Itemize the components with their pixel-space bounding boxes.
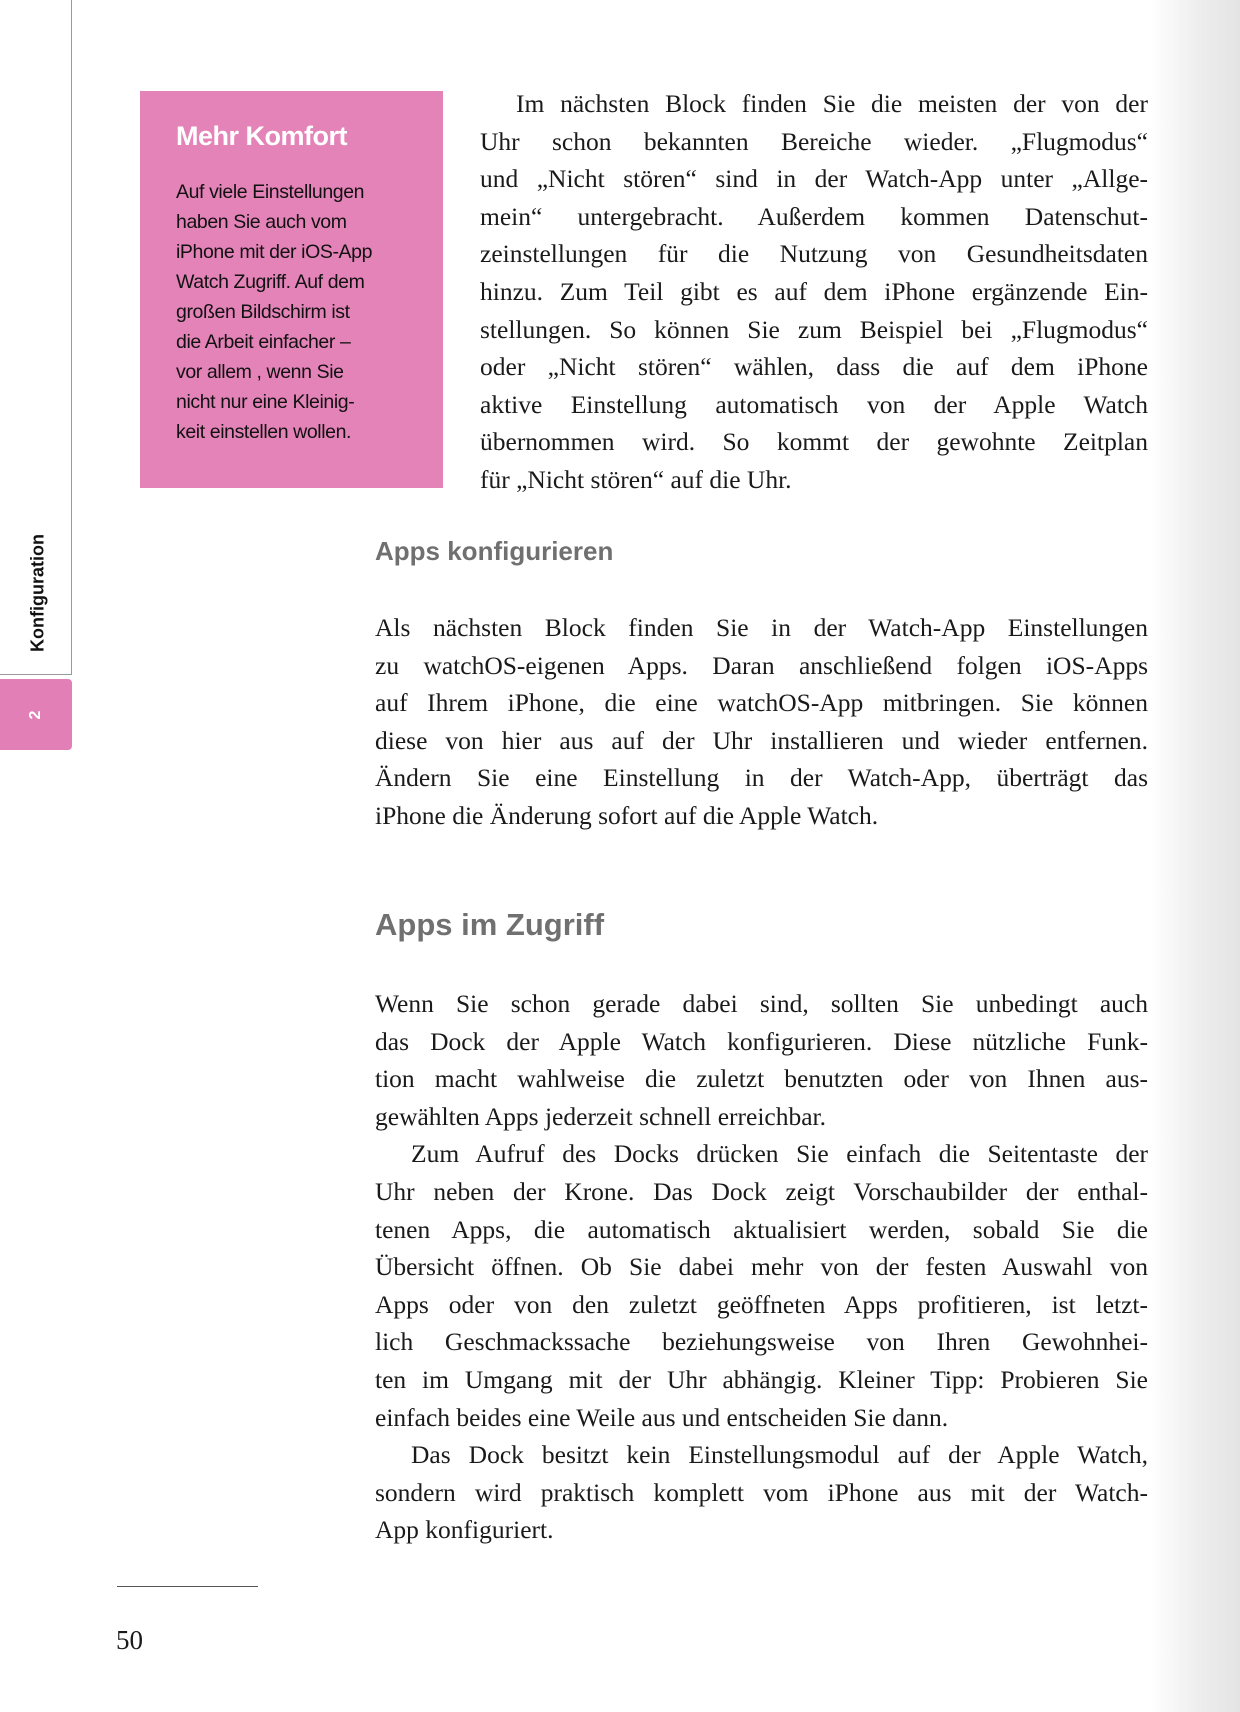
text-line: zu watchOS-eigenen Apps. Daran anschließend folgen iOS-Apps xyxy=(375,650,1148,680)
section-heading: Apps im Zugriff xyxy=(375,907,605,942)
text-line: Das Dock besitzt kein Einstellungsmodul auf der Apple Watch, xyxy=(411,1440,1148,1470)
tip-line: die Arbeit einfacher – xyxy=(176,331,351,353)
text-line: übernommen wird. So kommt der gewohnte Zeitplan xyxy=(480,427,1148,457)
tip-line: großen Bildschirm ist xyxy=(176,301,350,323)
text-line: Übersicht öffnen. Ob Sie dabei mehr von der festen Auswahl von xyxy=(375,1252,1148,1282)
tip-text xyxy=(176,177,372,447)
page-number: 50 xyxy=(116,1625,143,1655)
text-line: Ändern Sie eine Einstellung in der Watch-App, überträgt das xyxy=(375,763,1148,793)
text-line: das Dock der Apple Watch konfigurieren. Diese nützliche Funk- xyxy=(375,1026,1148,1056)
tip-line: keit einstellen wollen. xyxy=(176,421,352,443)
paragraph-3 xyxy=(375,985,1148,1549)
text-line: Im nächsten Block finden Sie die meisten der von der xyxy=(516,89,1148,118)
tip-line: vor allem , wenn Sie xyxy=(176,361,344,383)
chapter-tab-label: Konfiguration xyxy=(27,533,48,652)
section-heading: Apps konfigurieren xyxy=(375,536,614,566)
tip-box xyxy=(140,91,443,488)
tip-line: nicht nur eine Kleinig- xyxy=(176,391,355,413)
text-line: hinzu. Zum Teil gibt es auf dem iPhone ergänzende Ein- xyxy=(480,276,1148,306)
text-line: Wenn Sie schon gerade dabei sind, sollten Sie unbedingt auch xyxy=(375,989,1148,1018)
text-line: einfach beides eine Weile aus und entscheiden Sie dann. xyxy=(375,1402,949,1432)
text-line: Uhr neben der Krone. Das Dock zeigt Vorschaubilder der enthal- xyxy=(375,1176,1148,1206)
paragraph-1 xyxy=(480,85,1148,499)
page-edge-shadow xyxy=(1150,0,1240,1712)
paragraph-2 xyxy=(375,609,1148,835)
text-line: tion macht wahlweise die zuletzt benutzten oder von Ihnen aus- xyxy=(375,1064,1148,1094)
text-line: und „Nicht stören“ sind in der Watch-App unter „Allge- xyxy=(480,164,1148,194)
text-line: Zum Aufruf des Docks drücken Sie einfach die Seitentaste der xyxy=(411,1139,1148,1169)
text-line: tenen Apps, die automatisch aktualisiert werden, sobald Sie die xyxy=(375,1214,1148,1244)
text-line: Apps oder von den zuletzt geöffneten Apps profitieren, ist letzt- xyxy=(375,1289,1148,1319)
chapter-number: 2 xyxy=(27,710,44,719)
thumb-tab-border xyxy=(71,0,72,675)
text-line: aktive Einstellung automatisch von der Apple Watch xyxy=(480,389,1148,419)
text-line: stellungen. So können Sie zum Beispiel bei „Flugmodus“ xyxy=(480,314,1148,344)
text-line: ten im Umgang mit der Uhr abhängig. Kleiner Tipp: Probieren Sie xyxy=(375,1364,1148,1394)
text-line: mein“ untergebracht. Außerdem kommen Datenschut- xyxy=(480,201,1148,231)
tip-line: Auf viele Einstellungen xyxy=(176,181,365,203)
text-line: lich Geschmackssache beziehungsweise von Ihren Gewohnhei- xyxy=(375,1327,1148,1357)
tip-line: Watch Zugriff. Auf dem xyxy=(176,271,365,293)
text-line: diese von hier aus auf der Uhr installieren und wieder entfernen. xyxy=(375,725,1148,755)
text-line: oder „Nicht stören“ wählen, dass die auf dem iPhone xyxy=(480,352,1148,382)
text-line: iPhone die Änderung sofort auf die Apple Watch. xyxy=(375,800,879,830)
chapter-number-tab xyxy=(0,679,72,750)
text-line: Uhr schon bekannten Bereiche wieder. „Flugmodus“ xyxy=(480,126,1148,156)
text-line: sondern wird praktisch komplett vom iPhone aus mit der Watch- xyxy=(375,1477,1148,1507)
chapter-tab xyxy=(8,520,68,665)
tip-title: Mehr Komfort xyxy=(176,121,347,151)
text-line: auf Ihrem iPhone, die eine watchOS-App mitbringen. Sie können xyxy=(375,688,1148,718)
text-line: zeinstellungen für die Nutzung von Gesundheitsdaten xyxy=(480,239,1148,269)
thumb-tab-border-bottom xyxy=(0,674,72,675)
tip-line: haben Sie auch vom xyxy=(176,211,347,233)
text-line: für „Nicht stören“ auf die Uhr. xyxy=(480,464,792,494)
tip-line: iPhone mit der iOS-App xyxy=(176,241,373,263)
footer-rule xyxy=(117,1586,258,1587)
text-line: Als nächsten Block finden Sie in der Watch-App Einstellungen xyxy=(375,613,1148,642)
text-line: gewählten Apps jederzeit schnell erreichbar. xyxy=(375,1101,827,1131)
text-line: App konfiguriert. xyxy=(375,1515,554,1545)
